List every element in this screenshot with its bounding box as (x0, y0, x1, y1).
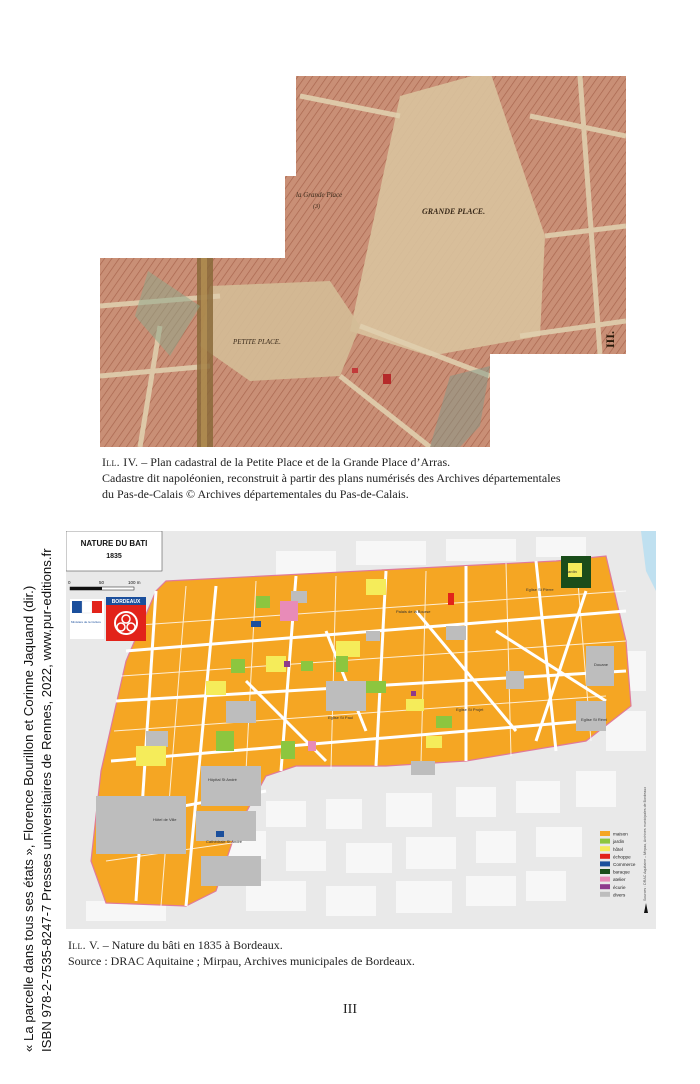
legend-swatch (600, 831, 610, 836)
legend-swatch (600, 869, 610, 874)
figure-caption-v (68, 937, 628, 969)
legend-label: jardin (613, 839, 625, 845)
page-number: III (343, 1002, 357, 1017)
caption-text: – Plan cadastral de la Petite Place et de la Grande Place d’Arras. (138, 455, 451, 469)
blank-corner (490, 354, 626, 447)
svg-text:100 m: 100 m (128, 580, 141, 585)
legend-swatch (600, 861, 610, 866)
place-label: Eglise St Pierre (526, 587, 554, 592)
arras-cadastral-map (100, 76, 626, 447)
map-title-box (66, 531, 162, 571)
place-label: Jardin (566, 569, 577, 574)
street-sub-label: (3) (313, 204, 320, 210)
svg-text:Ministère de la Culture: Ministère de la Culture (71, 620, 102, 624)
legend-swatch (600, 854, 610, 859)
caption-line: Cadastre dit napoléonien, reconstruit à partir des plans numérisés des Archives départementales (102, 471, 561, 485)
caption-line: Source : DRAC Aquitaine ; Mirpau, Archives municipales de Bordeaux. (68, 954, 415, 968)
legend-label: hôtel (613, 846, 623, 852)
legend-swatch (600, 884, 610, 889)
street-label: la Grande Place (296, 191, 343, 199)
map-title: NATURE DU BATI (80, 539, 148, 548)
grande-place-label: GRANDE PLACE. (422, 207, 486, 216)
legend-swatch (600, 892, 610, 897)
bordeaux-logo (106, 597, 146, 641)
legend-label: Commerce (613, 862, 636, 867)
place-label: Hôtel de Ville (153, 817, 177, 822)
legend-label: écurie (613, 884, 626, 890)
legend-label: atelier (613, 877, 626, 883)
side-citation-line: « La parcelle dans tous ses états », Florence Bourillon et Corinne Jaquand (dir.) (21, 585, 36, 1052)
place-label: Eglise St Rémi (581, 717, 608, 722)
svg-text:0: 0 (68, 580, 71, 585)
ministry-logo (70, 599, 104, 639)
legend-swatch (600, 839, 610, 844)
svg-text:50: 50 (99, 580, 105, 585)
caption-label: Ill. V. (68, 938, 100, 952)
map-year: 1835 (106, 553, 122, 560)
place-label: Eglise St Paul (328, 715, 353, 720)
side-citation-line: ISBN 978-2-7535-8247-7 Presses universitaires de Rennes, 2022, www.pur-editions.fr (39, 548, 54, 1052)
legend-label: baraque (613, 869, 630, 875)
place-label: Palais de la Bourse (396, 609, 431, 614)
side-citation (20, 492, 56, 1052)
place-label: Douane (594, 662, 609, 667)
figure-caption-iv (102, 454, 642, 502)
legend-swatch (600, 877, 610, 882)
plate-mark: III. (603, 330, 617, 348)
caption-label: Ill. IV. (102, 455, 139, 469)
legend-label: maison (613, 831, 628, 837)
legend-label: échoppe (613, 854, 631, 860)
caption-line: du Pas-de-Calais © Archives départementales du Pas-de-Calais. (102, 487, 409, 501)
place-label: Cathédrale St André (206, 839, 243, 844)
legend-swatch (600, 846, 610, 851)
svg-text:BORDEAUX: BORDEAUX (111, 599, 141, 605)
place-label: Hôpital St André (208, 777, 237, 782)
bordeaux-built-map (66, 531, 656, 929)
petite-place-label: PETITE PLACE. (233, 338, 281, 346)
caption-text: – Nature du bâti en 1835 à Bordeaux. (99, 938, 283, 952)
place-label: Eglise St Projet (456, 707, 484, 712)
map-credit: Sources : DRAC Aquitaine – Mirpau, Archives municipales de Bordeaux (643, 786, 647, 901)
legend-label: divers (613, 892, 626, 898)
